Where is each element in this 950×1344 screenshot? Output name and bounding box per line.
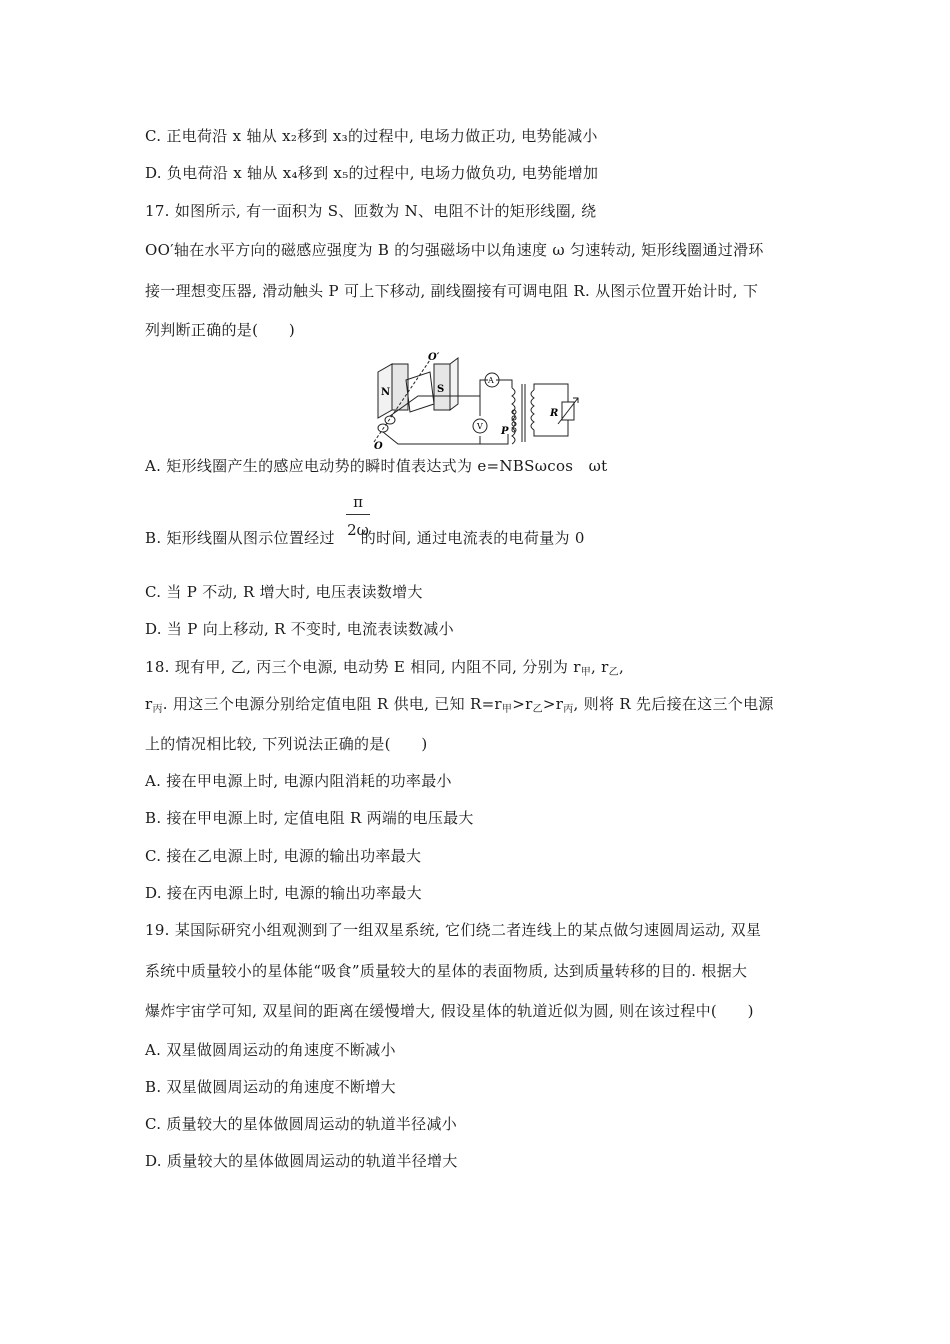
option-17c: C. 当 P 不动, R 增大时, 电压表读数增大 xyxy=(145,583,423,601)
question-17-line4: 列判断正确的是( ) xyxy=(145,321,296,339)
option-16c: C. 正电荷沿 x 轴从 x₂移到 x₃的过程中, 电场力做正功, 电势能减小 xyxy=(145,127,598,145)
resistor-r-label: R xyxy=(550,408,559,419)
q18-l2-c: >r xyxy=(512,695,533,713)
q18-l2-sub4: 丙 xyxy=(563,704,574,715)
voltmeter-label: V xyxy=(477,422,483,431)
option-18d: D. 接在丙电源上时, 电源的输出功率最大 xyxy=(145,884,422,902)
question-19-line1: 19. 某国际研究小组观测到了一组双星系统, 它们绕二者连线上的某点做匀速圆周运动, 双星 xyxy=(145,921,762,939)
axis-o-prime-label: O′ xyxy=(428,352,440,363)
magnet-n-label: N xyxy=(381,387,391,398)
axis-o-label: O xyxy=(374,441,383,450)
fraction-numerator: π xyxy=(353,493,363,511)
slider-p-label: P xyxy=(501,426,509,437)
generator-transformer-figure xyxy=(368,350,580,450)
option-16d: D. 负电荷沿 x 轴从 x₄移到 x₅的过程中, 电场力做负功, 电势能增加 xyxy=(145,164,599,182)
fraction-denominator: 2ω xyxy=(347,521,369,539)
time-fraction xyxy=(346,493,370,539)
ammeter-label: A xyxy=(488,376,494,385)
option-19a: A. 双星做圆周运动的角速度不断减小 xyxy=(145,1041,396,1059)
q18-l2-sub1: 丙 xyxy=(152,704,163,715)
question-17-line1: 17. 如图所示, 有一面积为 S、匝数为 N、电阻不计的矩形线圈, 绕 xyxy=(145,202,597,220)
question-17-line2: OO′轴在水平方向的磁感应强度为 B 的匀强磁场中以角速度 ω 匀速转动, 矩形线圈通过滑环 xyxy=(145,241,764,259)
option-18b: B. 接在甲电源上时, 定值电阻 R 两端的电压最大 xyxy=(145,809,474,827)
q18-l2-b: . 用这三个电源分别给定值电阻 R 供电, 已知 R=r xyxy=(162,695,502,713)
q18-l2-sub3: 乙 xyxy=(532,704,543,715)
option-18c: C. 接在乙电源上时, 电源的输出功率最大 xyxy=(145,847,422,865)
q18-l1-text: 18. 现有甲, 乙, 丙三个电源, 电动势 E 相同, 内阻不同, 分别为 r xyxy=(145,658,581,676)
option-18a: A. 接在甲电源上时, 电源内阻消耗的功率最小 xyxy=(145,772,452,790)
q18-l1-sub1: 甲 xyxy=(580,667,592,678)
option-19c: C. 质量较大的星体做圆周运动的轨道半径减小 xyxy=(145,1115,458,1133)
question-18-line3: 上的情况相比较, 下列说法正确的是( ) xyxy=(145,735,428,753)
q18-l2-a: r xyxy=(145,695,153,713)
option-19b: B. 双星做圆周运动的角速度不断增大 xyxy=(145,1078,396,1096)
q18-l2-e: , 则将 R 先后接在这三个电源 xyxy=(573,695,774,713)
option-19d: D. 质量较大的星体做圆周运动的轨道半径增大 xyxy=(145,1152,458,1170)
question-19-line3: 爆炸宇宙学可知, 双星间的距离在缓慢增大, 假设星体的轨道近似为圆, 则在该过程中( ) xyxy=(145,1002,754,1020)
option-17b-suffix: 的时间, 通过电流表的电荷量为 0 xyxy=(360,529,585,547)
question-18-line2 xyxy=(145,694,774,720)
q18-l1-sub2: 乙 xyxy=(608,667,619,678)
q18-l2-d: >r xyxy=(542,695,564,713)
option-17d: D. 当 P 向上移动, R 不变时, 电流表读数减小 xyxy=(145,620,454,638)
question-18-line1 xyxy=(145,657,624,683)
magnet-s-label: S xyxy=(437,384,445,395)
q18-l2-sub2: 甲 xyxy=(501,704,513,715)
option-17b-prefix: B. 矩形线圈从图示位置经过 xyxy=(145,529,335,547)
question-17-line3: 接一理想变压器, 滑动触头 P 可上下移动, 副线圈接有可调电阻 R. 从图示位置开始计时, 下 xyxy=(145,282,759,300)
option-17a: A. 矩形线圈产生的感应电动势的瞬时值表达式为 e=NBSωcos ωt xyxy=(145,457,608,475)
q18-l1-mid: , r xyxy=(591,658,609,676)
question-19-line2: 系统中质量较小的星体能“吸食”质量较大的星体的表面物质, 达到质量转移的目的. 根据大 xyxy=(145,962,748,980)
q18-l1-end: , xyxy=(618,658,625,676)
